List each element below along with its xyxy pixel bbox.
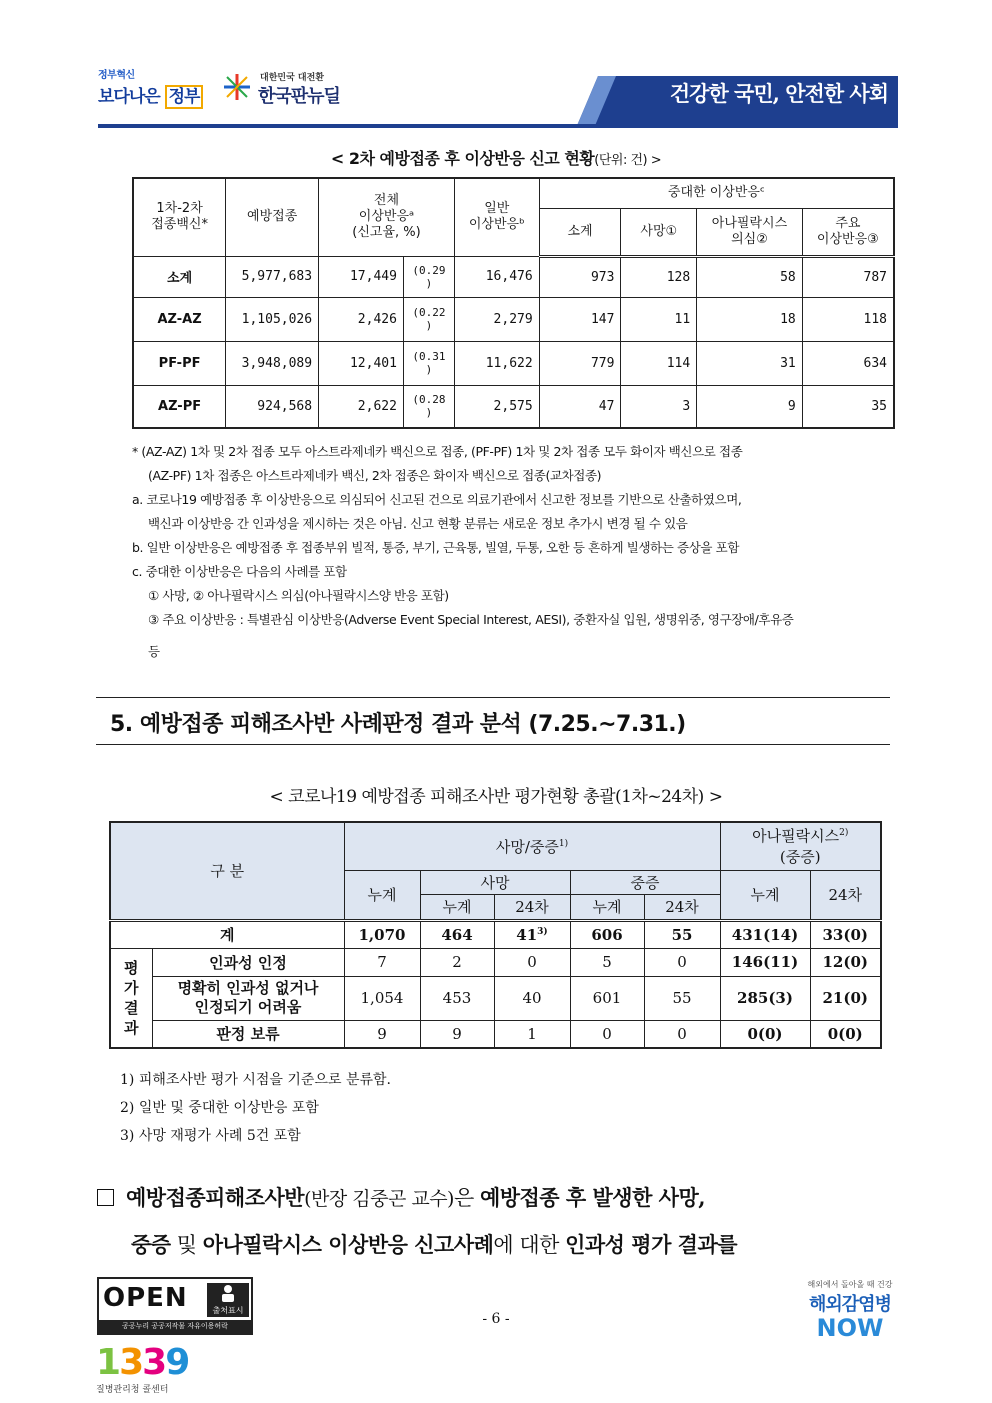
new-deal-mark-icon [222, 72, 252, 102]
col-serious: 중증 [570, 870, 720, 894]
adverse-reaction-table [132, 177, 895, 429]
col-vaccine: 1차-2차 접종백신* [133, 178, 226, 256]
footnote: c. 중대한 이상반응은 다음의 사례를 포함 [132, 564, 347, 579]
row-group-label: 평 가 결 과 [110, 948, 152, 1048]
gov-innovation-logo: 정부혁신 보다나은 정부 [98, 66, 208, 114]
table-row: AZ-PF 924,568 2,622 (0.28 ) 2,575 47 3 9 35 [133, 385, 894, 428]
footnote: 1) 피해조사반 평가 시점을 기준으로 분류함. [120, 1072, 391, 1088]
person-icon [218, 1283, 238, 1303]
header-slogan: 건강한 국민, 안전한 사회 [669, 81, 888, 106]
col-cumulative: 누계 [344, 870, 420, 920]
footnote: ① 사망, ② 아나필락시스 의심(아나필락시스양 반응 포함) [148, 588, 449, 603]
table-row: AZ-AZ 1,105,026 2,426 (0.22 ) 2,279 147 11 18 118 [133, 297, 894, 341]
col-death-24: 24차 [494, 894, 570, 920]
attribution-icon: 출처표시 [207, 1283, 249, 1317]
col-vaccinated: 예방접종 [226, 178, 319, 256]
header-rule [98, 124, 898, 128]
footnote: ③ 주요 이상반응 : 특별관심 이상반응(Adverse Event Special Interest, AESI), 중환자실 입원, 생명위중, 영구장애/후유증 [148, 612, 794, 627]
table-row: 평 가 결 과 인과성 인정 7 2 0 5 0 146(11) 12(0) [110, 948, 881, 976]
col-serious: 중대한 이상반응ᶜ [539, 178, 894, 208]
col-anaphylaxis: 아나필락시스 의심② [697, 208, 803, 256]
col-general: 일반 이상반응ᵇ [454, 178, 539, 256]
col-anaphylaxis: 아나필락시스$^{2)}$ (중증) [720, 822, 881, 870]
col-subtotal: 소계 [539, 208, 621, 256]
page-number: - 6 - [482, 1311, 510, 1327]
table-row: 소계 5,977,683 17,449 (0.29 ) 16,476 973 128 58 787 [133, 256, 894, 297]
col-serious-cum: 누계 [570, 894, 644, 920]
footnote: b. 일반 이상반응은 예방접종 후 접종부위 빌적, 통증, 부기, 근육통, 빌열, 두통, 오한 등 흔하게 빌생하는 증상을 포함 [132, 540, 739, 555]
page-header [98, 62, 898, 128]
col-category: 구 분 [110, 822, 344, 920]
col-serious-24: 24차 [644, 894, 720, 920]
col-total: 전체 이상반응ᵃ (신고율, %) [319, 178, 455, 256]
checkbox-bullet-icon [97, 1189, 114, 1206]
table-row: 계 1,070 464 41$^{3)}$ 606 55 431(14) 33(0) [110, 920, 881, 948]
table-row: 판정 보류 9 9 1 0 0 0(0) 0(0) [110, 1020, 881, 1048]
overseas-infection-logo: 해외에서 돌아올 때 건강 해외감염병 NOW [807, 1280, 893, 1342]
table1-footnotes [132, 440, 902, 664]
col-ana-24: 24차 [810, 870, 881, 920]
table-row: 명확히 인과성 없거나 인정되기 어려움 1,054 453 40 601 55 285(3) 21(0) [110, 976, 881, 1020]
table1-title: < 2차 예방접종 후 이상반응 신고 현황(단위: 건) > [330, 149, 662, 168]
table2-footnotes [120, 1066, 391, 1150]
table2-title: < 코로나19 예방접종 피해조사반 평가현황 총괄(1차~24차) > [269, 787, 723, 807]
korean-new-deal-logo: 대한민국 대전환 한국판뉴딜 [218, 66, 388, 114]
col-death-serious: 사망/중증$^{1)}$ [344, 822, 720, 870]
footnote: 백신과 이상반응 간 인과성을 제시하는 것은 아님. 신고 현황 분류는 새로운 정보 추가시 변경 될 수 있음 [148, 516, 688, 531]
col-death: 사망① [621, 208, 697, 256]
footnote: 등 [148, 644, 160, 659]
footnote: a. 코로나19 예방접종 후 이상반응으로 의심되어 신고된 건으로 의료기관에서 신고한 정보를 기반으로 산출하였으며, [132, 492, 742, 507]
footnote: * (AZ-AZ) 1차 및 2차 접종 모두 아스트라제네카 백신으로 접종, (PF-PF) 1차 및 2차 접종 모두 화이자 백신으로 접종 [132, 444, 743, 459]
footnote: 2) 일반 및 중대한 이상반응 포함 [120, 1100, 319, 1116]
section-heading: 5. 예방접종 피해조사반 사례판정 결과 분석 (7.25.~7.31.) [96, 697, 890, 745]
case-assessment-table [109, 821, 882, 1049]
body-paragraph: 예방접종피해조사반(반장 김중곤 교수)은 예방접종 후 발생한 사망, 중증 및 아나필락시스 이상반응 신고사례에 대한 인과성 평가 결과를 [97, 1175, 897, 1268]
call-center-logo: 1339 질병관리청 콜센터 [96, 1342, 189, 1395]
col-major: 주요 이상반응③ [802, 208, 894, 256]
table-row: PF-PF 3,948,089 12,401 (0.31 ) 11,622 779 114 31 634 [133, 341, 894, 385]
footnote: (AZ-PF) 1차 접종은 아스트라제네카 백신, 2차 접종은 화이자 백신으로 접종(교차접종) [148, 468, 602, 483]
col-death: 사망 [420, 870, 570, 894]
open-license-logo: OPEN 출처표시 공공누리 공공저작물 자유이용허락 [97, 1277, 253, 1335]
col-ana-cumulative: 누계 [720, 870, 810, 920]
footnote: 3) 사망 재평가 사례 5건 포함 [120, 1128, 301, 1144]
col-death-cum: 누계 [420, 894, 494, 920]
